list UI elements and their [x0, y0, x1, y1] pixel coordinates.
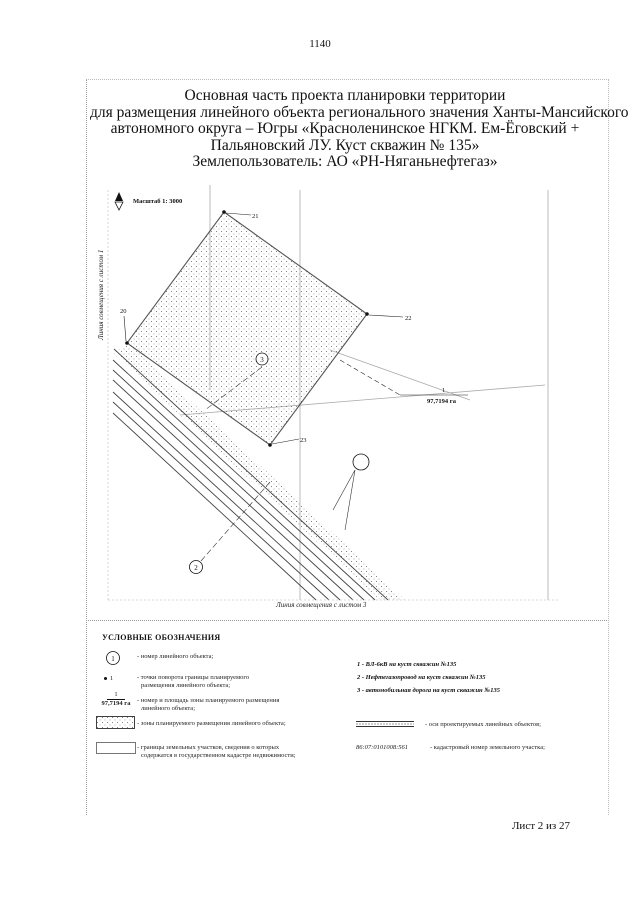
legend-object-number-symbol [104, 650, 124, 666]
object-number-2: 2 [194, 564, 198, 572]
sheet-number: Лист 2 из 27 [511, 820, 570, 832]
legend-turn-point-value: 1 [110, 675, 114, 682]
legend-object-2: 2 - Нефтегазопровод на куст скважин №135 [357, 674, 486, 681]
point-label-20: 20 [120, 308, 127, 315]
turn-point-20 [120, 308, 129, 345]
turn-point-22 [365, 312, 411, 322]
legend-zone-fill-symbol [96, 716, 136, 730]
legend-zone-symbol [96, 691, 136, 708]
legend-object-3: 3 - автомобильная дорога на куст скважин №135 [357, 687, 500, 694]
title-line-5: Землепользователь: АО «РН-Няганьнефтегаз» [192, 153, 498, 170]
legend-object-number-value: 1 [111, 655, 115, 663]
zone-number: 1 [442, 387, 446, 394]
legend-zone-symbol-area: 97,7194 га [101, 700, 131, 707]
point-label-22: 22 [405, 315, 412, 322]
legend-title: УСЛОВНЫЕ ОБОЗНАЧЕНИЯ [102, 633, 221, 642]
title-line-2: для размещения линейного объекта регионального значения Ханты-Мансийского [90, 103, 629, 121]
legend-turn-point-symbol [104, 675, 113, 683]
legend-turn-point-desc-2: размещения линейного объекта; [141, 682, 231, 689]
legend-axis-desc: - оси проектируемых линейных объектов; [425, 721, 541, 728]
legend-zone-symbol-num: 1 [107, 691, 125, 700]
legend-zone-desc-2: линейного объекта; [141, 705, 195, 712]
legend-parcel-desc-2: содержатся в государственном кадастре недвижимости; [141, 752, 296, 759]
point-label-23: 23 [300, 437, 307, 444]
title-line-1: Основная часть проекта планировки территории [184, 87, 506, 104]
legend-zone-fill-desc: - зоны планируемого размещения линейного объекта; [137, 720, 286, 727]
object-callout-1 [333, 454, 369, 530]
object-callout-2 [190, 482, 271, 574]
legend-axis-symbol [356, 719, 416, 729]
object-number-3: 3 [260, 356, 264, 364]
legend-zone-desc-1: - номер и площадь зоны планируемого размещения [137, 697, 280, 704]
legend-parcel-symbol [96, 742, 136, 754]
page-number: 1140 [309, 38, 331, 50]
legend-area [86, 620, 607, 816]
title-line-4: Пальяновский ЛУ. Куст скважин № 135» [210, 136, 480, 154]
north-arrow-icon [115, 192, 123, 210]
title-line-3: автономного округа – Югры «Красноленинское НГКМ. Ем-Ёговский + [110, 120, 580, 137]
zone-area: 97,7194 га [427, 398, 456, 405]
scale-label: Масштаб 1: 3000 [133, 198, 183, 205]
planned-zone-polygon [127, 212, 367, 445]
legend-parcel-desc [137, 744, 296, 760]
legend-object-1: 1 - ВЛ-6кВ на куст скважин №135 [357, 661, 457, 668]
legend-cadastral-example: 86:07:0101008:561 [356, 744, 408, 751]
legend-cadastral-desc: - кадастровый номер земельного участка; [430, 744, 545, 751]
zone-callout [340, 360, 468, 405]
left-match-line-label: Линия совмещения с листом 1 [97, 249, 105, 340]
legend-turn-point-desc [137, 674, 249, 690]
legend-object-number-desc: - номер линейного объекта; [137, 653, 214, 660]
point-label-21: 21 [252, 213, 259, 220]
bottom-match-line-label: Линия совмещения с листом 3 [276, 601, 367, 609]
legend-parcel-desc-1: - границы земельных участков, сведения о которых [137, 744, 280, 751]
legend-zone-desc [137, 697, 279, 713]
legend-turn-point-desc-1: - точки поворота границы планируемого [137, 674, 250, 681]
